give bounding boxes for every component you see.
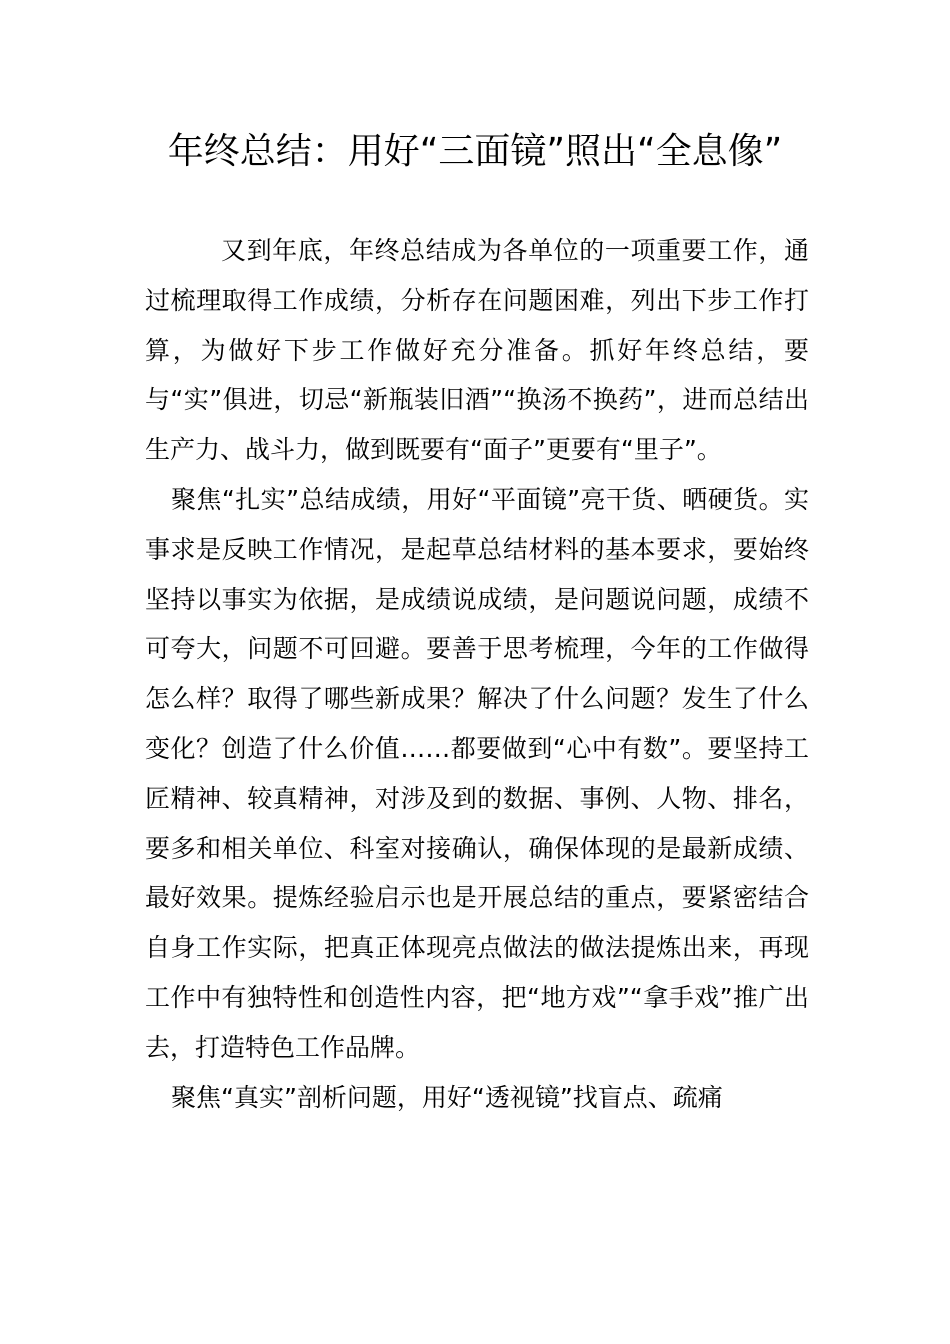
paragraph-problems: 聚焦“真实”剖析问题，用好“透视镜”找盲点、疏痛 xyxy=(171,1082,723,1112)
paragraph-intro: 又到年底，年终总结成为各单位的一项重要工作，通过梳理取得工作成绩，分析存在问题困难，列出下步工作打算，为做好下步工作做好充分准备。抓好年终总结，要与“实”俱进，切忌“新瓶装旧酒”“换汤不换药”，进而总结出生产力、战斗力，做到既要有“面子”更要有“里子”。 xyxy=(145,236,809,465)
paragraph-achievements: 聚焦“扎实”总结成绩，用好“平面镜”亮干货、晒硬货。实事求是反映工作情况，是起草总结材料的基本要求，要始终坚持以事实为依据，是成绩说成绩，是问题说问题，成绩不可夸大，问题不可回避。要善于思考梳理，今年的工作做得怎么样？取得了哪些新成果？解决了什么问题？发生了什么变化？创造了什么价值……都要做到“心中有数”。要坚持工匠精神、较真精神，对涉及到的数据、事例、人物、排名，要多和相关单位、科室对接确认，确保体现的是最新成绩、最好效果。提炼经验启示也是开展总结的重点，要紧密结合自身工作实际，把真正体现亮点做法的做法提炼出来，再现工作中有独特性和创造性内容，把“地方戏”“拿手戏”推广出去，打造特色工作品牌。 xyxy=(145,484,809,1062)
document-body xyxy=(145,226,809,1122)
document-title: 年终总结：用好“三面镜”照出“全息像” xyxy=(167,131,783,172)
